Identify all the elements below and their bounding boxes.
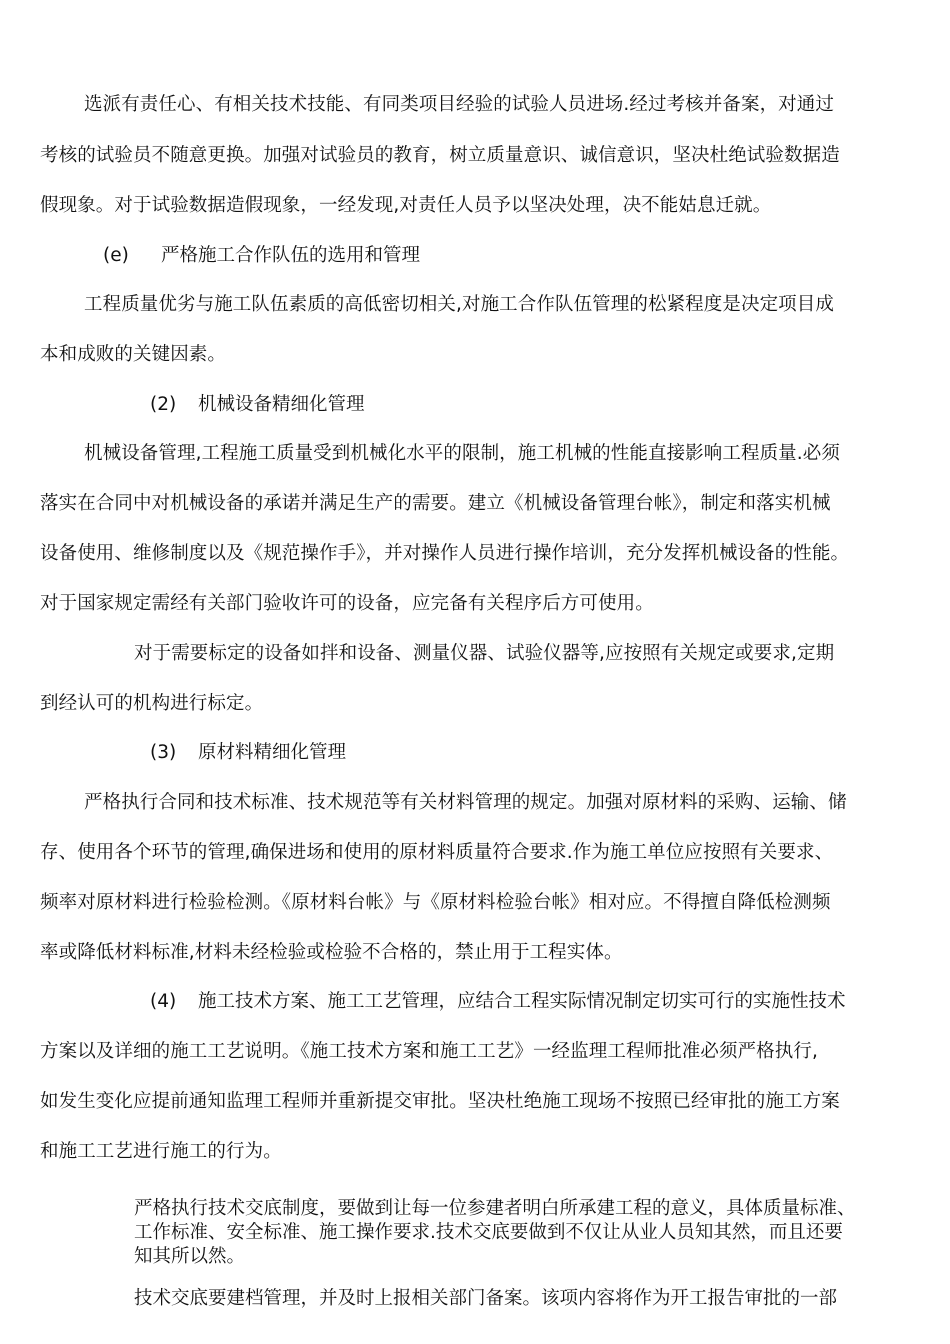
- paragraph-7-line-1: 严格执行技术交底制度，要做到让每一位参建者明白所承建工程的意义，具体质量标准、: [134, 1198, 856, 1219]
- paragraph-6-line-2: 如发生变化应提前通知监理工程师并重新提交审批。坚决杜绝施工现场不按照已经审批的施工方案: [40, 1091, 840, 1112]
- section-number: (e): [103, 245, 129, 266]
- section-heading-4: [150, 988, 846, 1016]
- paragraph-5-line-2: 存、使用各个环节的管理,确保进场和使用的原材料质量符合要求.作为施工单位应按照有关要求、: [40, 842, 834, 863]
- paragraph-5-line-3: 频率对原材料进行检验检测。《原材料台帐》与《原材料检验台帐》相对应。不得擅自降低检测频: [40, 892, 831, 913]
- paragraph-4-line-2: 到经认可的机构进行标定。: [40, 693, 264, 714]
- section-title: 施工技术方案、施工工艺管理，应结合工程实际情况制定切实可行的实施性技术: [198, 991, 846, 1012]
- section-number: (3): [150, 742, 177, 763]
- section-title: 机械设备精细化管理: [198, 394, 365, 415]
- section-number: (4): [150, 991, 177, 1012]
- paragraph-1-line-1: 选派有责任心、有相关技术技能、有同类项目经验的试验人员进场.经过考核并备案，对通过: [84, 94, 834, 115]
- section-title: 原材料精细化管理: [198, 742, 347, 763]
- paragraph-6-line-1: 方案以及详细的施工工艺说明。《施工技术方案和施工工艺》一经监理工程师批准必须严格执行,: [40, 1041, 818, 1062]
- section-number: (2): [150, 394, 177, 415]
- paragraph-3-line-4: 对于国家规定需经有关部门验收许可的设备，应完备有关程序后方可使用。: [40, 593, 654, 614]
- paragraph-8-line-1: 技术交底要建档管理，并及时上报相关部门备案。该项内容将作为开工报告审批的一部: [134, 1288, 838, 1309]
- paragraph-5-line-4: 率或降低材料标准,材料未经检验或检验不合格的，禁止用于工程实体。: [40, 942, 623, 963]
- section-heading-e: [103, 242, 420, 270]
- paragraph-3-line-3: 设备使用、维修制度以及《规范操作手》，并对操作人员进行操作培训，充分发挥机械设备的性能。: [40, 543, 850, 564]
- paragraph-2-line-2: 本和成败的关键因素。: [40, 344, 227, 365]
- paragraph-7-line-2: 工作标准、安全标准、施工操作要求.技术交底要做到不仅让从业人员知其然，而且还要: [134, 1222, 843, 1243]
- paragraph-4-line-1: 对于需要标定的设备如拌和设备、测量仪器、试验仪器等,应按照有关规定或要求,定期: [134, 643, 835, 664]
- paragraph-6-line-3: 和施工工艺进行施工的行为。: [40, 1141, 282, 1162]
- paragraph-7-line-3: 知其所以然。: [134, 1246, 246, 1267]
- paragraph-2-line-1: 工程质量优劣与施工队伍素质的高低密切相关,对施工合作队伍管理的松紧程度是决定项目成: [84, 294, 834, 315]
- section-heading-3: [150, 739, 346, 767]
- section-title: 严格施工合作队伍的选用和管理: [161, 245, 421, 266]
- section-heading-2: [150, 391, 365, 419]
- paragraph-5-line-1: 严格执行合同和技术标准、技术规范等有关材料管理的规定。加强对原材料的采购、运输、储: [84, 792, 847, 813]
- paragraph-3-line-2: 落实在合同中对机械设备的承诺并满足生产的需要。建立《机械设备管理台帐》，制定和落实机械: [40, 493, 831, 514]
- paragraph-3-line-1: 机械设备管理,工程施工质量受到机械化水平的限制，施工机械的性能直接影响工程质量.必须: [84, 443, 840, 464]
- paragraph-1-line-2: 考核的试验员不随意更换。加强对试验员的教育，树立质量意识、诚信意识，坚决杜绝试验数据造: [40, 145, 840, 166]
- paragraph-1-line-3: 假现象。对于试验数据造假现象，一经发现,对责任人员予以坚决处理，决不能姑息迁就。: [40, 195, 772, 216]
